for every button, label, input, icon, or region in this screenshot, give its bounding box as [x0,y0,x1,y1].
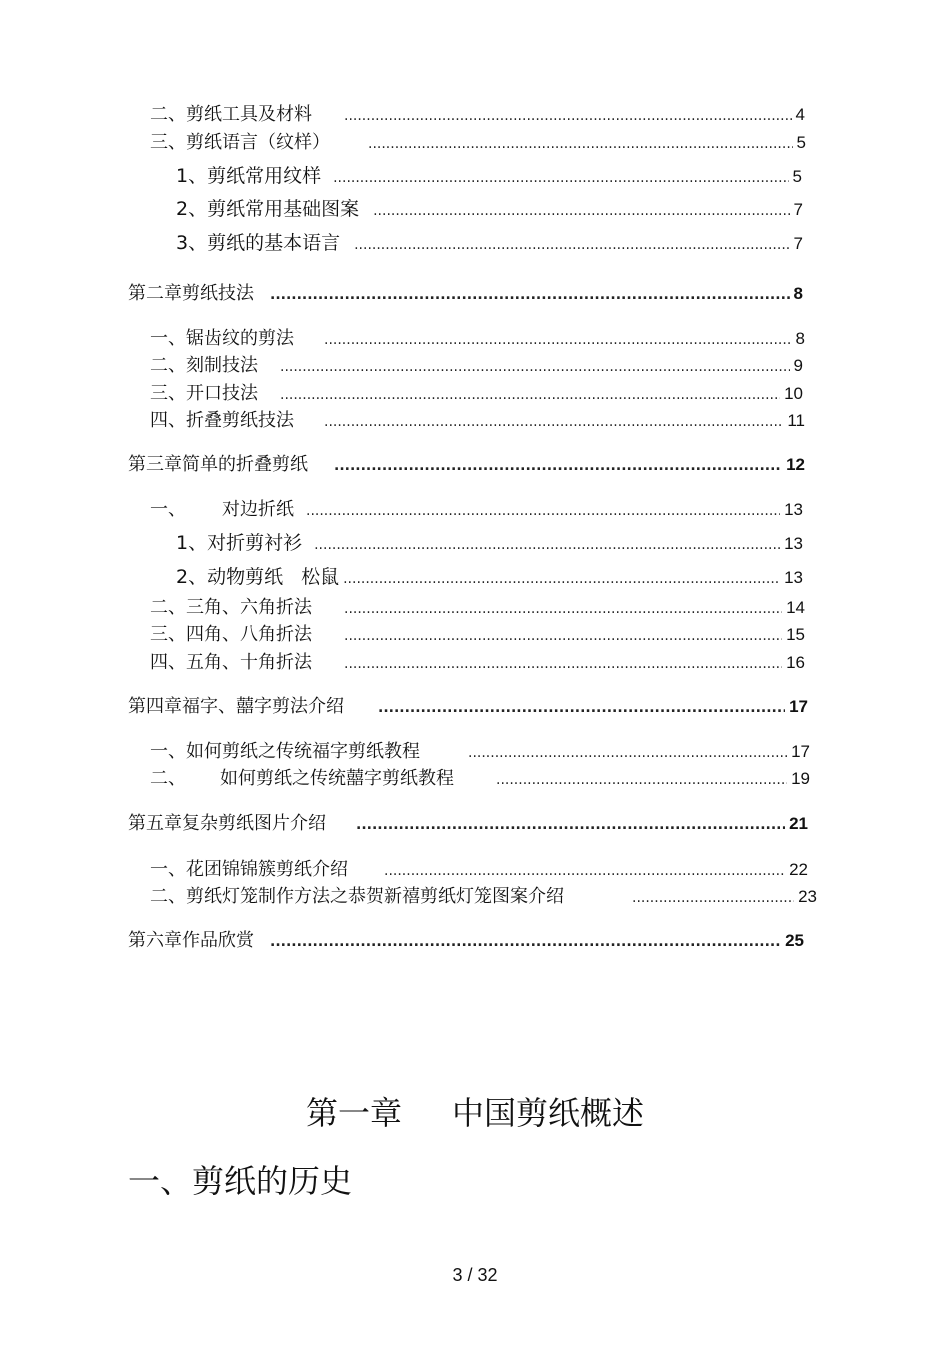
toc-leader-dots [368,136,793,152]
toc-chapter-entry[interactable] [128,926,804,952]
toc-entry[interactable] [150,737,810,763]
toc-entry-page: 13 [784,500,803,519]
toc-entry[interactable] [150,855,808,881]
toc-entry-label: 简单的折叠剪纸 [182,454,308,475]
toc-leader-dots [280,387,780,403]
toc-leader-dots [324,332,792,348]
toc-entry[interactable] [150,324,805,350]
toc-leader-dots [378,700,785,716]
toc-entry[interactable] [176,228,803,255]
toc-entry-label: 作品欣赏 [182,930,254,951]
toc-entry-label: 二、剪纸工具及材料 [150,104,312,125]
toc-entry-label: 福字、囍字剪法介绍 [182,696,344,717]
toc-entry-label: 二、剪纸灯笼制作方法之恭贺新禧剪纸灯笼图案介绍 [150,886,564,907]
toc-leader-dots [496,772,787,788]
toc-entry[interactable] [150,128,806,154]
toc-entry-page: 8 [793,284,803,303]
toc-entry-page: 9 [793,356,803,375]
toc-entry-label: 1、剪纸常用纹样 [176,165,322,187]
toc-entry-page: 25 [785,931,804,950]
toc-entry-page: 17 [791,742,810,761]
toc-entry-label: 复杂剪纸图片介绍 [182,813,326,834]
toc-entry-label: 一、锯齿纹的剪法 [150,328,294,349]
toc-leader-dots [314,537,780,553]
toc-entry[interactable] [150,379,803,405]
toc-chapter-number: 第六章 [128,930,182,951]
toc-leader-dots [344,656,782,672]
toc-entry[interactable] [150,495,803,521]
toc-entry-label: 3、剪纸的基本语言 [176,232,341,254]
toc-entry[interactable] [176,194,803,221]
toc-entry-page: 5 [796,133,806,152]
toc-leader-dots [344,108,792,124]
toc-leader-dots [270,287,790,303]
toc-chapter-number: 第五章 [128,813,182,834]
toc-leader-dots [354,237,789,253]
toc-entry-page: 13 [784,534,803,553]
toc-entry-page: 7 [793,200,803,219]
toc-entry-page: 22 [789,860,808,879]
toc-entry-page: 8 [795,329,805,348]
toc-entry-page: 23 [798,887,817,906]
toc-entry[interactable] [150,100,805,126]
toc-entry-label: 二、刻制技法 [150,355,258,376]
toc-leader-dots [280,359,790,375]
chapter-heading-title: 中国剪纸概述 [452,1094,645,1132]
toc-entry-page: 16 [786,653,805,672]
toc-entry-label: 一、如何剪纸之传统福字剪纸教程 [150,741,420,762]
toc-leader-dots [334,458,782,474]
toc-entry-label: 三、剪纸语言（纹样） [150,132,330,153]
toc-chapter-number: 第二章 [128,283,182,304]
toc-entry-page: 10 [784,384,803,403]
toc-leader-dots [333,170,788,186]
toc-entry-label: 2、动物剪纸 [176,566,284,588]
toc-entry-label: 1、对折剪衬衫 [176,532,303,554]
toc-leader-dots [344,601,782,617]
toc-leader-dots [384,863,785,879]
toc-entry-page: 4 [795,105,805,124]
toc-entry-label-secondary: 松鼠 [301,566,340,588]
toc-entry-page: 14 [786,598,805,617]
toc-entry-page: 21 [789,814,808,833]
toc-entry-label: 一、 [150,499,186,520]
toc-entry-label: 一、花团锦锦簇剪纸介绍 [150,859,348,880]
toc-leader-dots [356,817,785,833]
toc-entry[interactable] [150,620,805,646]
toc-chapter-entry[interactable] [128,692,808,718]
toc-chapter-number: 第四章 [128,696,182,717]
toc-entry[interactable] [150,593,805,619]
toc-entry-page: 12 [786,455,805,474]
toc-leader-dots [344,628,782,644]
toc-entry-page: 13 [784,568,803,587]
toc-chapter-number: 第三章 [128,454,182,475]
toc-leader-dots [343,571,780,587]
page-indicator: 3 / 32 [452,1265,498,1285]
toc-entry-page: 7 [793,234,803,253]
toc-entry-label: 2、剪纸常用基础图案 [176,198,360,220]
toc-entry-page: 11 [787,411,805,430]
toc-leader-dots [373,203,789,219]
toc-entry[interactable] [150,648,805,674]
toc-chapter-entry[interactable] [128,809,808,835]
toc-entry[interactable] [176,562,803,589]
toc-entry-page: 19 [791,769,810,788]
toc-chapter-entry[interactable] [128,450,805,476]
toc-entry[interactable] [150,764,810,790]
toc-entry-label: 三、四角、八角折法 [150,624,312,645]
toc-entry-label-secondary: 如何剪纸之传统囍字剪纸教程 [220,768,454,789]
toc-entry[interactable] [150,882,817,908]
toc-leader-dots [324,414,783,430]
toc-leader-dots [468,745,787,761]
toc-entry[interactable] [176,161,802,188]
toc-entry[interactable] [150,351,803,377]
toc-entry-page: 17 [789,697,808,716]
toc-entry-label: 剪纸技法 [182,283,254,304]
toc-entry-label: 四、五角、十角折法 [150,652,312,673]
toc-entry-label: 二、三角、六角折法 [150,597,312,618]
toc-entry-page: 5 [792,167,802,186]
toc-entry-label: 二、 [150,768,186,789]
toc-chapter-entry[interactable] [128,279,803,305]
toc-entry[interactable] [150,406,805,432]
toc-entry[interactable] [176,528,803,555]
toc-leader-dots [306,503,780,519]
toc-entry-page: 15 [786,625,805,644]
section-heading: 一、剪纸的历史 [128,1162,353,1200]
toc-leader-dots [270,934,781,950]
toc-entry-label-secondary: 对边折纸 [222,499,294,520]
toc-leader-dots [632,890,794,906]
toc-entry-label: 四、折叠剪纸技法 [150,410,294,431]
toc-entry-label: 三、开口技法 [150,383,258,404]
chapter-heading [0,1088,950,1134]
chapter-heading-number: 第一章 [305,1094,402,1132]
